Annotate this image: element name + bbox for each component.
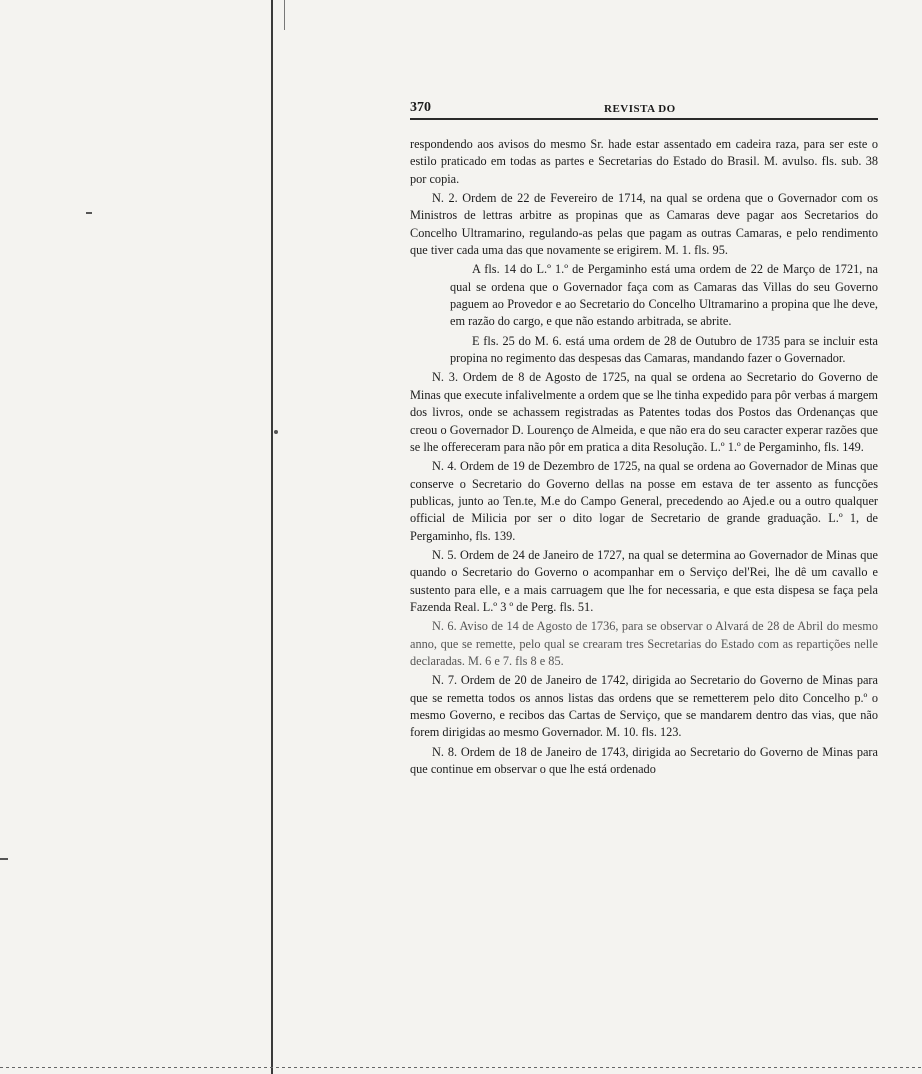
page-gutter-line bbox=[271, 0, 273, 1074]
page-body bbox=[410, 136, 878, 778]
entry-paragraph: N. 8. Ordem de 18 de Janeiro de 1743, dirigida ao Secretario do Governo de Minas para que continue em observar o que lhe está ordenado bbox=[410, 744, 878, 777]
entry-paragraph: N. 2. Ordem de 22 de Fevereiro de 1714, na qual se ordena que o Governador com os Ministros de lettras arbitre as propinas que as Camaras deve pagar aos Secretarios do Concelho Ultramarino, regulando-as pelas que pagam as outras Camaras, e pelo rendimento que tiver cada uma das que novamente se erigirem. M. 1. fls. 95. bbox=[410, 191, 878, 258]
scan-mark bbox=[86, 212, 92, 214]
running-title: REVISTA DO bbox=[604, 103, 676, 115]
entry-paragraph: N. 5. Ordem de 24 de Janeiro de 1727, na qual se determina ao Governador de Minas que quando o Secretario do Governo o acompanhar em o Serviço del'Rei, lhe dê um cavallo e sustento para elle, e a mais carruagem que lhe for necessaria, e que esta dispesa se faça pela Fazenda Real. L.º 3 º de Perg. fls. 51. bbox=[410, 547, 878, 614]
entry-paragraph: N. 3. Ordem de 8 de Agosto de 1725, na qual se ordena ao Secretario do Governo de Minas que execute infalivelmente a ordem que se lhe tinha expedido para pôr verbas á margem dos livros, onde se achassem registradas as Patentes todas dos Postos das Ordenanças que creou o Governador D. Lourenço de Almeida, e que não era do seu caracter experar razões que se lhe offereceram para não pôr em pratica a dita Resolução. L.º 1.º de Pergaminho, fls. 149. bbox=[410, 370, 878, 454]
entry-paragraph: N. 7. Ordem de 20 de Janeiro de 1742, dirigida ao Secretario do Governo de Minas para que se remetta todos os annos listas das ordens que se remetterem pelo dito Concelho p.º o mesmo Governo, e recibos das Cartas de Serviço, que se mandarem dentro das vias, que não forem dirigidas ao mesmo Governador. M. 10. fls. 123. bbox=[410, 673, 878, 740]
scan-mark bbox=[0, 858, 8, 860]
document-page bbox=[410, 96, 878, 780]
page-bottom-edge bbox=[0, 1067, 922, 1068]
paragraph-continuation: respondendo aos avisos do mesmo Sr. hade estar assentado em cadeira raza, para ser este o estilo praticado em todas as partes e Secretarias do Estado do Brasil. M. avulso. fls. sub. 38 por copia. bbox=[410, 137, 878, 186]
scan-mark bbox=[274, 430, 278, 434]
note-paragraph: E fls. 25 do M. 6. está uma ordem de 28 de Outubro de 1735 para se incluir esta propina no regimento das despesas das Camaras, mandando fazer o Governador. bbox=[450, 333, 878, 366]
page-header bbox=[410, 96, 878, 120]
entry-paragraph: N. 4. Ordem de 19 de Dezembro de 1725, na qual se ordena ao Governador de Minas que conserve o Secretario do Governo dellas na posse em estava de ter assento as funcções publicas, junto ao Ten.te, M.e do Campo General, precedendo ao Ajed.e ou a outro qualquer official de Milicia por ser o dito logar de Secretario de grande graduação. L.º 1, de Pergaminho, fls. 139. bbox=[410, 459, 878, 543]
page-number: 370 bbox=[410, 100, 431, 115]
note-paragraph: A fls. 14 do L.º 1.º de Pergaminho está uma ordem de 22 de Março de 1721, na qual se ordena que o Governador faça com as Camaras das Villas do seu Governo paguem ao Provedor e ao Secretario do Concelho Ultramarino a propina que lhe deve, em razão do cargo, e que não estando arbitrada, se abrite. bbox=[450, 262, 878, 329]
page-gutter-line-inner bbox=[284, 0, 285, 30]
entry-paragraph-faded: N. 6. Aviso de 14 de Agosto de 1736, para se observar o Alvará de 28 de Abril do mesmo anno, que se remette, pelo qual se crearam tres Secretarias do Estado com as repartições nelle declaradas. M. 6 e 7. fls 8 e 85. bbox=[410, 619, 878, 668]
